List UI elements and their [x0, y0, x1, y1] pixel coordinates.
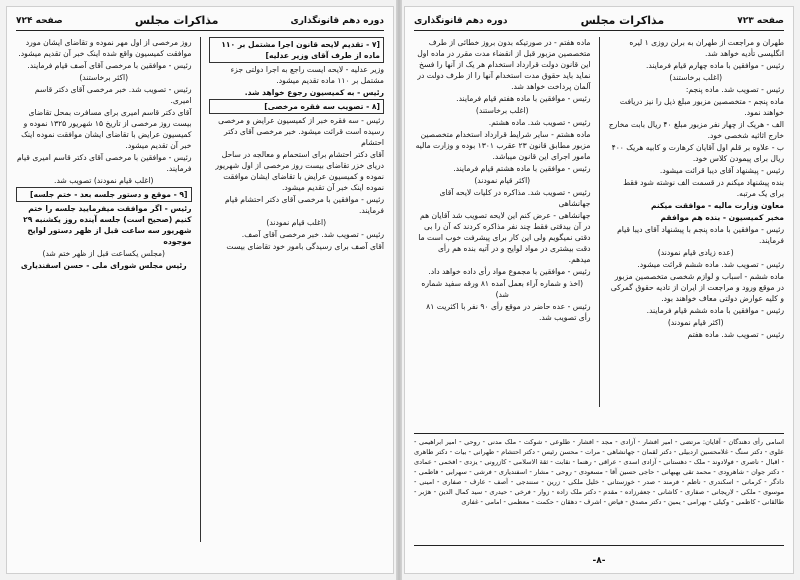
header-title: مذاکرات مجلس: [134, 14, 219, 27]
paragraph: (اخذ و شماره آراء بعمل آمده ۸۱ ورقه سفید شماره شد): [421, 279, 584, 299]
column-divider: [200, 37, 201, 542]
paragraph: ماده ششم - اسباب و لوازم شخصی متخصصین مزبور در موقع ورود و مراجعت از ایران از تادیه حقوق گمرکی و کلیه عوارض دولتی معاف خواهند بود.: [610, 272, 784, 303]
paragraph: وزیر عدلیه - لایحه ایست راجع به اجرا دولتی جزء مشتمل بر ۱۱۰ ماده تقدیم میشود.: [230, 65, 384, 85]
header-title: مذاکرات مجلس: [580, 14, 665, 27]
paragraph: رئیس - تصویب شد. خبر مرخصی آقای دکتر قاسم امیری.: [34, 85, 192, 105]
voters-names-box: اسامی رأی دهندگان - آقایان: مرتضی - امیر افشار - آزادی - مجد - افشار - طلوعی - شوکت - ملک مدنی - روحی - امیر ابراهیمی - علوی - دکتر سنگ - غلامحسین اردبیلی - دکتر لقمان - جهانشاهی - مرات - محسن رئیس - دکتر احتشام - طهرانی - بیات - دکتر طاهری - اقبال - ناصری - فولادوند - ملک - دهستانی - آزادی اسدی - عراقی - رهنما - نقابت - ثقة الاسلامی - کازرونی - یزدی - افخمی - عمادی - دکتر جوان - شاهرودی - محمد تقی بهبهانی - حاجی حسین آقا - مسعودی - روحی - مشار - اسفندیاری - فرشی - سهرابی - فاطمی - دادگر - کرمانی - اسکندری - ناظم - فرمند - صدر - خوزستانی - خلیل ملکی - زرین - سنندجی - آصف - عارف - صفاری - امینی - موسوی - ملکی - لاریجانی - صفاری - کاشانی - جعفرزاده - مقدم - دکتر ملک زاده - زوار - فرخی - حیدری - سید کمال الدین - هژبر - طالقانی - کاظمی - وکیلی - بهرامی - یمین - دکتر مصدق - فیاض - اشرف - دهقان - حکمت - معظمی - امامی - غفاری: [414, 433, 784, 546]
paragraph: رئیس - اگر موافقت میفرمایید جلسه را ختم کنیم (صحیح است) جلسه آینده روز یکشنبه ۲۹ شهریور سه ساعت قبل از ظهر دستور لوایح موجوده: [23, 204, 192, 246]
paragraph: رئیس - تصویب شد. ماده هشتم.: [488, 118, 591, 127]
paragraph: [۹ - موقع و دستور جلسه بعد - ختم جلسه]: [16, 187, 192, 202]
paragraph: رئیس - تصویب شد. ماده پنجم:: [685, 85, 784, 94]
text-columns: [414, 37, 784, 407]
paragraph: رئیس مجلس شورای ملی - حسن اسفندیاری: [20, 261, 187, 270]
paragraph: ب - علاوه بر قلم اول آقایان کرهارت و کابیه هریک ۴۰۰ ریال برای پیمودن کلاس خود.: [611, 143, 784, 163]
paragraph: [۸ - تصویب سه فقره مرخصی]: [209, 99, 385, 114]
paragraph: (اکثر برخاستند): [79, 73, 129, 82]
page-header: [16, 14, 384, 31]
book-gutter: [396, 0, 402, 580]
paragraph: رئیس - موافقین با ماده پنجم با پیشنهاد آقای دیبا قیام فرمایند.: [617, 225, 784, 245]
paragraph: رئیس - موافقین با ماده هفتم قیام فرمایند.: [456, 94, 591, 103]
paragraph: مخبر کمیسیون - بنده هم موافقم: [660, 213, 784, 222]
paragraph: رئیس - تصویب شد. ماده ششم قرائت میشود.: [637, 260, 784, 269]
paragraph: [۷ - تقدیم لایحه قانون اجرا مشتمل بر ۱۱۰ ماده از طرف آقای وزیر عدلیه]: [209, 37, 385, 63]
paragraph: طهران و مراجعت از طهران به برلن روزی ۱ لیره انگلیسی تأدیه خواهد شد.: [629, 38, 784, 58]
paragraph: آقای دکتر قاسم امیری برای مسافرت بمحل تقاضای بیست روز مرخصی از تاریخ ۱۵ شهریور ۱۳۲۵ نموده و کمیسیون عرایض با تقاضای ایشان موافقت نموده اینک خبر آن تقدیم میشود.: [21, 108, 192, 150]
paragraph: رئیس - موافقین با ماده چهارم قیام فرمایند.: [645, 61, 784, 70]
paragraph: الف - هریک از چهار نفر مزبور مبلغ ۴۰ ریال بابت مخارج خارج اثاثیه شخصی خود.: [608, 120, 784, 140]
column-left: [414, 37, 591, 407]
paragraph: (اغلب برخاستند): [669, 73, 723, 82]
paragraph: رئیس - به کمیسیون رجوع خواهد شد.: [244, 88, 384, 97]
paragraph: (اغلب برخاستند): [475, 106, 529, 115]
paragraph: رئیس - موافقین با ماده ششم قیام فرمایند.: [646, 306, 784, 315]
header-page-number: صفحه ۷۲۳: [737, 15, 784, 26]
paragraph: (اکثر قیام نمودند): [474, 176, 531, 185]
right-page: [404, 6, 794, 574]
paragraph: رئیس - تصویب شد. ماده هفتم: [687, 330, 784, 339]
paragraph: رئیس - موافقین با مرخصی آقای دکتر قاسم امیری قیام فرمایند.: [16, 153, 192, 173]
paragraph: رئیس - تصویب شد. مذاکره در کلیات لایحه آقای جهانشاهی: [439, 188, 591, 208]
paragraph: رئیس - موافقین با مجموع مواد رأی داده خواهد داد.: [428, 267, 591, 276]
paragraph: ماده هفتم - در صورتیکه بدون بروز خطائی از طرف متخصصین مزبور قبل از انقضاء مدت مقرر در ماده اول این قانون دولت قرارداد استخدام هر یک از آنها را فسخ نماید باید حقوق مدت استخدام آنها را از طرف دولت در آلمان پرداخت خواهد شد.: [417, 38, 591, 91]
paragraph: روز مرخصی از اول مهر نموده و تقاضای ایشان مورد موافقت کمیسیون واقع شده اینک خبر آن تقدیم میشود.: [18, 38, 192, 58]
paragraph: معاون وزارت مالیه - موافقت میکنم: [650, 201, 784, 210]
column-divider: [599, 37, 600, 407]
paragraph: (اغلب قیام نمودند): [266, 218, 327, 227]
column-left: [16, 37, 192, 542]
footer-page-number: -۸-: [592, 556, 606, 566]
left-page: [6, 6, 394, 574]
paragraph: جهانشاهی - عرض کنم این لایحه تصویب شد آقایان هم در آن بیدقتی فقط چند نفر مذاکره کردند که آن را بی دقتی نمیگویم ولی این کار برای پیشرفت خوب است ما دقت بیشتری در مواد لوایح و در آتیه بنده هم رأی میدهم.: [418, 211, 591, 264]
paragraph: رئیس - پیشنهاد آقای دیبا قرائت میشود.: [659, 166, 784, 175]
paragraph: آقای دکتر احتشام برای استحمام و معالجه در ساحل دریای خزر تقاضای بیست روز مرخصی از اول شهریور نموده و کمیسیون عرایض با تقاضای ایشان موافقت نموده اینک خبر آن تقدیم میشود.: [215, 150, 384, 192]
paragraph: (مجلس یکساعت قبل از ظهر ختم شد): [42, 249, 166, 258]
paragraph: (اغلب قیام نمودند) تصویب شد.: [54, 176, 154, 185]
column-right: [608, 37, 785, 407]
paragraph: رئیس - موافقین با مرخصی آقای دکتر احتشام قیام فرمایند.: [224, 195, 384, 215]
paragraph: رئیس - موافقین با ماده هشتم قیام فرمایند.: [453, 164, 591, 173]
paragraph: (اکثر قیام نمودند): [667, 318, 724, 327]
paragraph: رئیس - موافقین با مرخصی آقای آصف قیام فرمایند.: [27, 61, 192, 70]
header-session: دوره دهم قانونگذاری: [414, 15, 508, 26]
paragraph: رئیس - سه فقره خبر از کمیسیون عرایض و مرخصی رسیده است قرائت میشود. خبر مرخصی آقای دکتر احتشام: [218, 116, 384, 147]
page-header: [414, 14, 784, 31]
paragraph: ماده پنجم - متخصصین مزبور مبلغ ذیل را نیز دریافت خواهند نمود.: [619, 97, 784, 117]
header-page-number: صفحه ۷۲۴: [16, 15, 63, 26]
column-right: [209, 37, 385, 542]
paragraph: (عده زیادی قیام نمودند): [657, 248, 734, 257]
paragraph: آقای آصف برای رسیدگی بامور خود تقاضای بیست: [226, 242, 384, 251]
paragraph: رئیس - عده حاضر در موقع رأی ۹۰ نفر با اکثریت ۸۱ رأی تصویب شد.: [426, 302, 591, 322]
text-columns: [16, 37, 384, 542]
header-session: دوره دهم قانونگذاری: [290, 15, 384, 26]
paragraph: رئیس - تصویب شد. خبر مرخصی آقای آصف.: [241, 230, 384, 239]
paragraph: بنده پیشنهاد میکنم در قسمت الف نوشته شود فقط برای یک مرتبه.: [623, 178, 784, 198]
paragraph: ماده هشتم - سایر شرایط قرارداد استخدام متخصصین مزبور مطابق قانون ۲۳ عقرب ۱۳۰۱ بوده و وزارت مالیه مامور اجرای این قانون میباشد.: [415, 130, 591, 161]
